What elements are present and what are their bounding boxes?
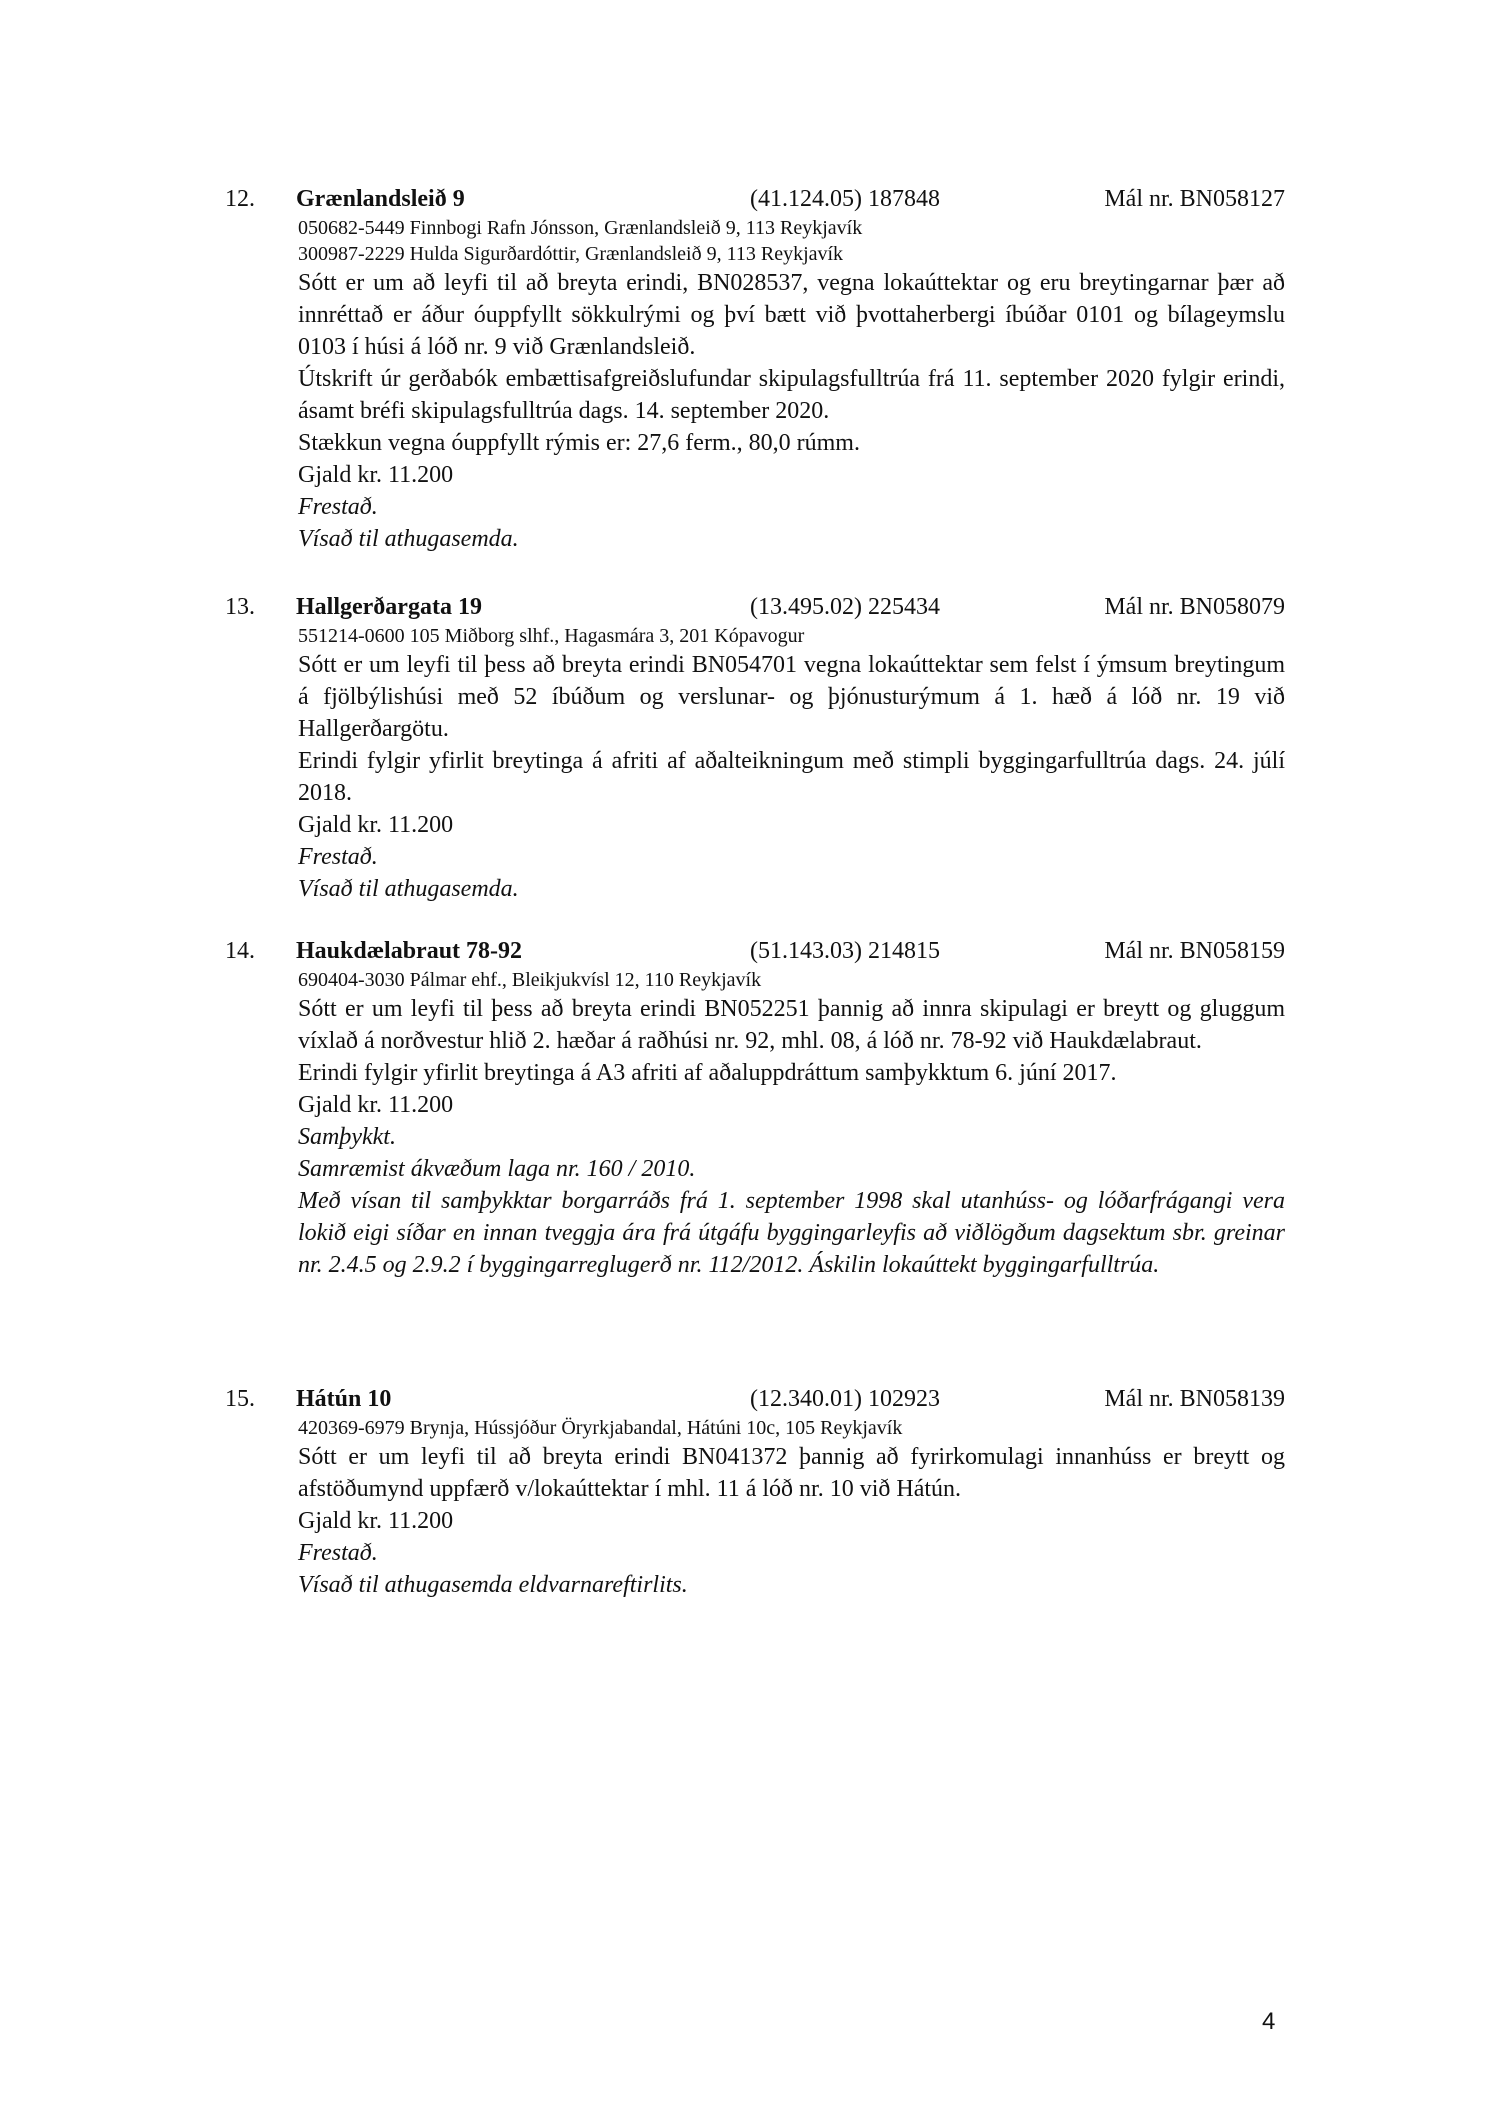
case-13 (225, 591, 1285, 905)
case-land-reference: (51.143.03) 214815 (750, 938, 940, 964)
case-body (298, 623, 1285, 905)
case-body (298, 1415, 1285, 1601)
case-land-reference: (13.495.02) 225434 (750, 594, 940, 620)
case-decision: Samræmist ákvæðum laga nr. 160 / 2010. (298, 1156, 696, 1182)
page-number: 4 (1262, 2008, 1276, 2035)
case-decision: Vísað til athugasemda. (298, 526, 519, 552)
case-fee: Gjald kr. 11.200 (298, 1508, 454, 1534)
case-header (225, 1383, 1285, 1415)
case-14 (225, 935, 1285, 1281)
case-description: Sótt er um að leyfi til að breyta erindi, BN028537, vegna lokaúttektar og eru breytingarnar þær að innréttað er áður óuppfyllt sökkulrými og því bætt við þvottaherbergi íbúðar 0101 og bílageymslu 0103 í húsi á lóð nr. 9 við Grænlandsleið. (298, 270, 1285, 360)
case-header (225, 935, 1285, 967)
case-number: 14. (225, 938, 255, 964)
case-header (225, 183, 1285, 215)
case-address: Hátún 10 (296, 1386, 392, 1412)
case-decision: Frestað. (298, 1540, 378, 1566)
case-fee: Gjald kr. 11.200 (298, 812, 454, 838)
case-number: 12. (225, 186, 255, 212)
case-attachment-note: Erindi fylgir yfirlit breytinga á afriti af aðalteikningum með stimpli byggingarfulltrúa dags. 24. júlí 2018. (298, 748, 1285, 806)
case-decision: Með vísan til samþykktar borgarráðs frá 1. september 1998 skal utanhúss- og lóðarfrágangi vera lokið eigi síðar en innan tveggja ára frá útgáfu byggingarleyfis að viðlögðum dagsektum sbr. greinar nr. 2.4.5 og 2.9.2 í byggingarreglugerð nr. 112/2012. Áskilin lokaúttekt byggingarfulltrúa. (298, 1188, 1285, 1278)
case-land-reference: (12.340.01) 102923 (750, 1386, 940, 1412)
case-file-number: Mál nr. BN058079 (1104, 594, 1285, 620)
case-number: 15. (225, 1386, 255, 1412)
case-description: Sótt er um leyfi til þess að breyta erindi BN054701 vegna lokaúttektar sem felst í ýmsum breytingum á fjölbýlishúsi með 52 íbúðum og verslunar- og þjónusturýmum á 1. hæð á lóð nr. 19 við Hallgerðargötu. (298, 652, 1285, 742)
case-file-number: Mál nr. BN058127 (1104, 186, 1285, 212)
applicant-line: 690404-3030 Pálmar ehf., Bleikjukvísl 12, 110 Reykjavík (298, 969, 762, 991)
applicant-line: 551214-0600 105 Miðborg slhf., Hagasmára 3, 201 Kópavogur (298, 625, 805, 647)
applicant-line: 300987-2229 Hulda Sigurðardóttir, Grænlandsleið 9, 113 Reykjavík (298, 243, 844, 265)
case-body (298, 215, 1285, 555)
case-attachment-note: Erindi fylgir yfirlit breytinga á A3 afriti af aðaluppdráttum samþykktum 6. júní 2017. (298, 1060, 1117, 1086)
case-fee: Gjald kr. 11.200 (298, 1092, 454, 1118)
case-description: Sótt er um leyfi til þess að breyta erindi BN052251 þannig að innra skipulagi er breytt og gluggum víxlað á norðvestur hlið 2. hæðar á raðhúsi nr. 92, mhl. 08, á lóð nr. 78-92 við Haukdælabraut. (298, 996, 1285, 1054)
case-enlargement-note: Stækkun vegna óuppfyllt rýmis er: 27,6 ferm., 80,0 rúmm. (298, 430, 860, 456)
applicant-line: 050682-5449 Finnbogi Rafn Jónsson, Grænlandsleið 9, 113 Reykjavík (298, 217, 863, 239)
case-12 (225, 183, 1285, 555)
case-description: Sótt er um leyfi til að breyta erindi BN041372 þannig að fyrirkomulagi innanhúss er breytt og afstöðumynd uppfærð v/lokaúttektar í mhl. 11 á lóð nr. 10 við Hátún. (298, 1444, 1285, 1502)
case-file-number: Mál nr. BN058139 (1104, 1386, 1285, 1412)
case-decision: Frestað. (298, 844, 378, 870)
case-address: Haukdælabraut 78-92 (296, 938, 523, 964)
case-address: Hallgerðargata 19 (296, 594, 482, 620)
case-file-number: Mál nr. BN058159 (1104, 938, 1285, 964)
case-land-reference: (41.124.05) 187848 (750, 186, 940, 212)
case-attachment-note: Útskrift úr gerðabók embættisafgreiðslufundar skipulagsfulltrúa frá 11. september 2020 fylgir erindi, ásamt bréfi skipulagsfulltrúa dags. 14. september 2020. (298, 366, 1285, 424)
case-decision: Samþykkt. (298, 1124, 396, 1150)
case-body (298, 967, 1285, 1281)
case-number: 13. (225, 594, 255, 620)
case-decision: Vísað til athugasemda eldvarnareftirlits. (298, 1572, 688, 1598)
case-header (225, 591, 1285, 623)
case-address: Grænlandsleið 9 (296, 186, 465, 212)
case-decision: Vísað til athugasemda. (298, 876, 519, 902)
case-decision: Frestað. (298, 494, 378, 520)
case-15 (225, 1383, 1285, 1601)
applicant-line: 420369-6979 Brynja, Hússjóður Öryrkjabandal, Hátúni 10c, 105 Reykjavík (298, 1417, 903, 1439)
case-fee: Gjald kr. 11.200 (298, 462, 454, 488)
